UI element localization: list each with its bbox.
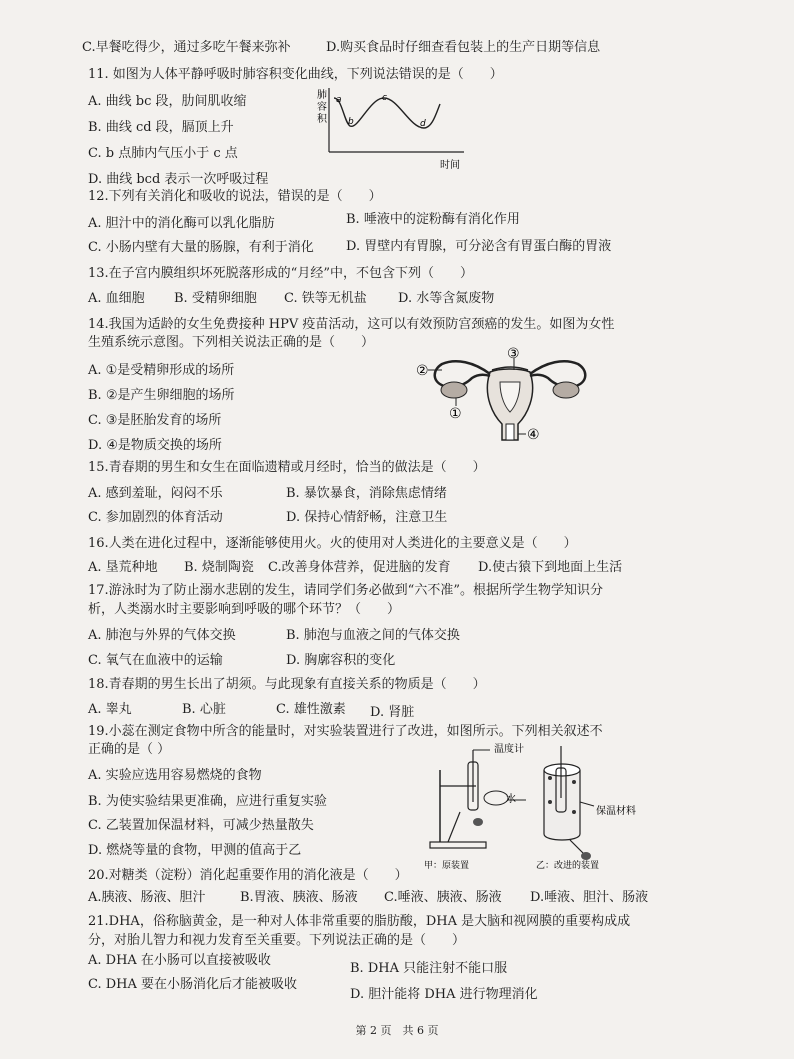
q21-option-c: C. DHA 要在小肠消化后才能被吸收 bbox=[88, 977, 298, 992]
q19-option-d: D. 燃烧等量的食物，甲测的值高于乙 bbox=[88, 843, 302, 858]
label-1-marker: ① bbox=[449, 406, 462, 422]
q20-stem: 20.对糖类（淀粉）消化起重要作用的消化液是（ ） bbox=[88, 868, 408, 883]
q14-stem-line1: 14.我国为适龄的女生免费接种 HPV 疫苗活动，这可以有效预防宫颈癌的发生。如图为女性 bbox=[88, 317, 615, 332]
q20-option-d: D.唾液、胆汁、肠液 bbox=[530, 890, 649, 905]
ylabel-char: 积 bbox=[317, 114, 327, 125]
q15-option-a: A. 感到羞耻，闷闷不乐 bbox=[88, 486, 223, 501]
q11-option-a: A. 曲线 bc 段，肋间肌收缩 bbox=[88, 94, 247, 109]
page-number-footer: 第 2 页 共 6 页 bbox=[355, 1024, 439, 1037]
q18-option-c: C. 雄性激素 bbox=[276, 702, 346, 717]
q21-option-d: D. 胆汁能将 DHA 进行物理消化 bbox=[350, 987, 538, 1002]
q14-option-a: A. ①是受精卵形成的场所 bbox=[88, 363, 235, 378]
q18-option-a: A. 睾丸 bbox=[88, 702, 132, 717]
q15-option-b: B. 暴饮暴食，消除焦虑情绪 bbox=[286, 486, 447, 501]
q12-option-b: B. 唾液中的淀粉酶有消化作用 bbox=[346, 212, 520, 227]
q20-option-c: C.唾液、胰液、肠液 bbox=[384, 890, 502, 905]
q11-stem: 11. 如图为人体平静呼吸时肺容积变化曲线，下列说法错误的是（ ） bbox=[88, 67, 503, 82]
ylabel-char: 容 bbox=[317, 102, 327, 113]
thermometer-label: 温度计 bbox=[494, 744, 524, 755]
q20-option-a: A.胰液、肠液、胆汁 bbox=[88, 890, 206, 905]
q15-option-d: D. 保持心情舒畅，注意卫生 bbox=[286, 510, 448, 525]
q17-option-b: B. 肺泡与血液之间的气体交换 bbox=[286, 628, 460, 643]
point-a-label: a bbox=[336, 95, 342, 105]
q15-option-c: C. 参加剧烈的体育活动 bbox=[88, 510, 223, 525]
point-d-label: d bbox=[420, 119, 426, 129]
q20-option-b: B.胃液、胰液、肠液 bbox=[240, 890, 358, 905]
point-b-label: b bbox=[348, 117, 354, 127]
q19-option-c: C. 乙装置加保温材料，可减少热量散失 bbox=[88, 818, 314, 833]
label-4-marker: ④ bbox=[527, 427, 540, 443]
label-2-marker: ② bbox=[416, 363, 429, 379]
q11-option-b: B. 曲线 cd 段，膈顶上升 bbox=[88, 120, 234, 135]
q17-option-a: A. 肺泡与外界的气体交换 bbox=[88, 628, 236, 643]
q19-stem-line2: 正确的是（ ） bbox=[88, 742, 171, 757]
water-label: 水 bbox=[506, 794, 516, 805]
q18-stem: 18.青春期的男生长出了胡须。与此现象有直接关系的物质是（ ） bbox=[88, 677, 486, 692]
q12-option-c: C. 小肠内壁有大量的肠腺，有利于消化 bbox=[88, 240, 314, 255]
q19-stem-line1: 19.小蕊在测定食物中所含的能量时，对实验装置进行了改进，如图所示。下列相关叙述不 bbox=[88, 724, 603, 739]
q11-option-c: C. b 点肺内气压小于 c 点 bbox=[88, 146, 238, 161]
q16-stem: 16.人类在进化过程中，逐渐能够使用火。火的使用对人类进化的主要意义是（ ） bbox=[88, 536, 577, 551]
q19-option-b: B. 为使实验结果更准确，应进行重复实验 bbox=[88, 794, 327, 809]
female-reproductive-system-figure bbox=[410, 346, 600, 446]
caption-improved: 乙：改进的装置 bbox=[536, 861, 600, 871]
insulation-label: 保温材料 bbox=[596, 806, 636, 817]
q12-stem: 12.下列有关消化和吸收的说法，错误的是（ ） bbox=[88, 189, 382, 204]
q14-option-c: C. ③是胚胎发育的场所 bbox=[88, 413, 222, 428]
food-energy-apparatus-figure bbox=[404, 742, 650, 874]
q12-option-a: A. 胆汁中的消化酶可以乳化脂肪 bbox=[88, 216, 275, 231]
q17-option-c: C. 氧气在血液中的运输 bbox=[88, 653, 223, 668]
q14-stem-line2: 生殖系统示意图。下列相关说法正确的是（ ） bbox=[88, 335, 375, 350]
q21-option-b: B. DHA 只能注射不能口服 bbox=[350, 961, 508, 976]
q17-stem-line1: 17.游泳时为了防止溺水悲剧的发生，请同学们务必做到“六不准”。根据所学生物学知识分 bbox=[88, 583, 603, 598]
q18-option-b: B. 心脏 bbox=[182, 702, 226, 717]
q10-option-d: D.购买食品时仔细查看包装上的生产日期等信息 bbox=[326, 40, 601, 55]
q14-option-b: B. ②是产生卵细胞的场所 bbox=[88, 388, 235, 403]
label-3-marker: ③ bbox=[507, 346, 520, 362]
q18-option-d: D. 肾脏 bbox=[370, 705, 415, 720]
q11-option-d: D. 曲线 bcd 表示一次呼吸过程 bbox=[88, 172, 269, 187]
q21-option-a: A. DHA 在小肠可以直接被吸收 bbox=[88, 953, 271, 968]
q21-stem-line2: 分，对胎儿智力和视力发育至关重要。下列说法正确的是（ ） bbox=[88, 933, 466, 948]
caption-original: 甲：原装置 bbox=[424, 861, 470, 871]
q13-option-b: B. 受精卵细胞 bbox=[174, 291, 257, 306]
q13-stem: 13.在子宫内膜组织坏死脱落形成的“月经”中，不包含下列（ ） bbox=[88, 266, 473, 281]
q12-option-d: D. 胃壁内有胃腺，可分泌含有胃蛋白酶的胃液 bbox=[346, 239, 612, 254]
q13-option-d: D. 水等含氮废物 bbox=[398, 291, 495, 306]
q14-option-d: D. ④是物质交换的场所 bbox=[88, 438, 222, 453]
q10-option-c: C.早餐吃得少，通过多吃午餐来弥补 bbox=[82, 40, 291, 55]
q13-option-c: C. 铁等无机盐 bbox=[284, 291, 367, 306]
q16-option-b: B. 烧制陶瓷 bbox=[184, 560, 254, 575]
ylabel-char: 肺 bbox=[317, 90, 327, 101]
q15-stem: 15.青春期的男生和女生在面临遗精或月经时，恰当的做法是（ ） bbox=[88, 460, 486, 475]
x-axis-label: 时间 bbox=[440, 160, 460, 171]
point-c-label: c bbox=[382, 93, 387, 103]
q19-option-a: A. 实验应选用容易燃烧的食物 bbox=[88, 768, 262, 783]
q16-option-d: D.使古猿下到地面上生活 bbox=[478, 560, 623, 575]
q16-option-c: C.改善身体营养，促进脑的发育 bbox=[268, 560, 451, 575]
q13-option-a: A. 血细胞 bbox=[88, 291, 145, 306]
q17-stem-line2: 析，人类溺水时主要影响到呼吸的哪个环节？（ ） bbox=[88, 602, 401, 617]
q21-stem-line1: 21.DHA，俗称脑黄金，是一种对人体非常重要的脂肪酸，DHA 是大脑和视网膜的重要构成成 bbox=[88, 914, 631, 929]
q17-option-d: D. 胸廓容积的变化 bbox=[286, 653, 396, 668]
lung-volume-curve-figure bbox=[312, 84, 472, 176]
q16-option-a: A. 垦荒种地 bbox=[88, 560, 158, 575]
